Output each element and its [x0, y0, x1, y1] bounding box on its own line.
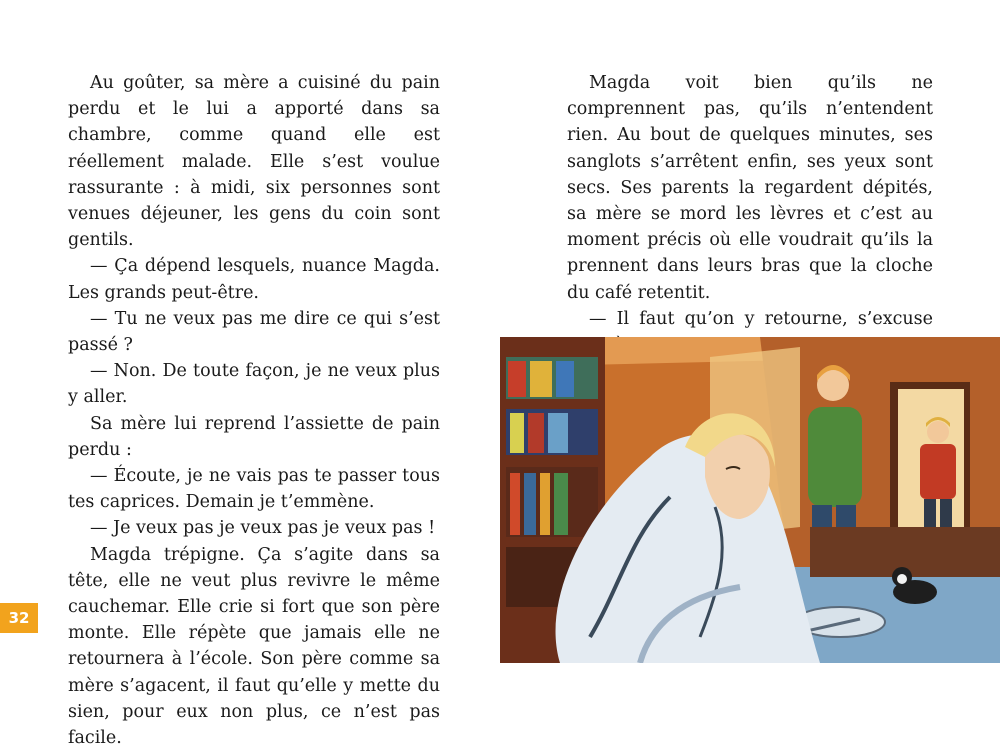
- paragraph: Magda voit bien qu’ils ne comprennent pas, qu’ils n’entendent rien. Au bout de quelques minutes, ses sanglots s’arrêtent enfin, ses yeux sont secs. Ses parents la regardent dépités, sa mère se mord les lèvres et c’est au moment précis où elle voudrait qu’ils la prennent dans leurs bras que la cloche du café retentit.: [567, 73, 933, 303]
- paragraph: Magda trépigne. Ça s’agite dans sa tête, elle ne veut plus revivre le même cauchemar. Elle crie si fort que son père monte. Elle répète que jamais elle ne retournera à l’école. Son père comme sa mère s’agacent, il faut qu’elle y mette du sien, pour eux non plus, ce n’est pas facile.: [68, 544, 440, 749]
- illustration-scene: [500, 337, 1000, 663]
- paragraph: — Je veux pas je veux pas je veux pas !: [90, 518, 436, 539]
- paragraph: — Il faut qu’on y retourne, s’excuse: [589, 308, 933, 329]
- paragraph: — Tu ne veux pas me dire ce qui s’est passé ?: [68, 308, 440, 356]
- father-sweater: [808, 407, 862, 507]
- paragraph: — Ça dépend lesquels, nuance Magda. Les grands peut-être.: [68, 256, 440, 303]
- boy-head: [927, 421, 949, 443]
- boy-shirt: [920, 444, 956, 499]
- paragraph: Sa mère lui reprend l’assiette de pain perdu :: [68, 413, 440, 460]
- text-column-right: [567, 70, 933, 358]
- paragraph: — Non. De toute façon, je ne veux plus y aller.: [68, 361, 440, 408]
- page-number-badge: 32: [0, 603, 38, 633]
- illustration: [500, 337, 1000, 663]
- paragraph: — Écoute, je ne vais pas te passer tous tes caprices. Demain je t’emmène.: [68, 466, 440, 513]
- text-column-left: [68, 70, 440, 751]
- paragraph: Au goûter, sa mère a cuisiné du pain perdu et le lui a apporté dans sa chambre, comme quand elle est réellement malade. Elle s’est voulue rassurante : à midi, six personnes sont venues déjeuner, les gens du coin sont gentils.: [68, 73, 440, 251]
